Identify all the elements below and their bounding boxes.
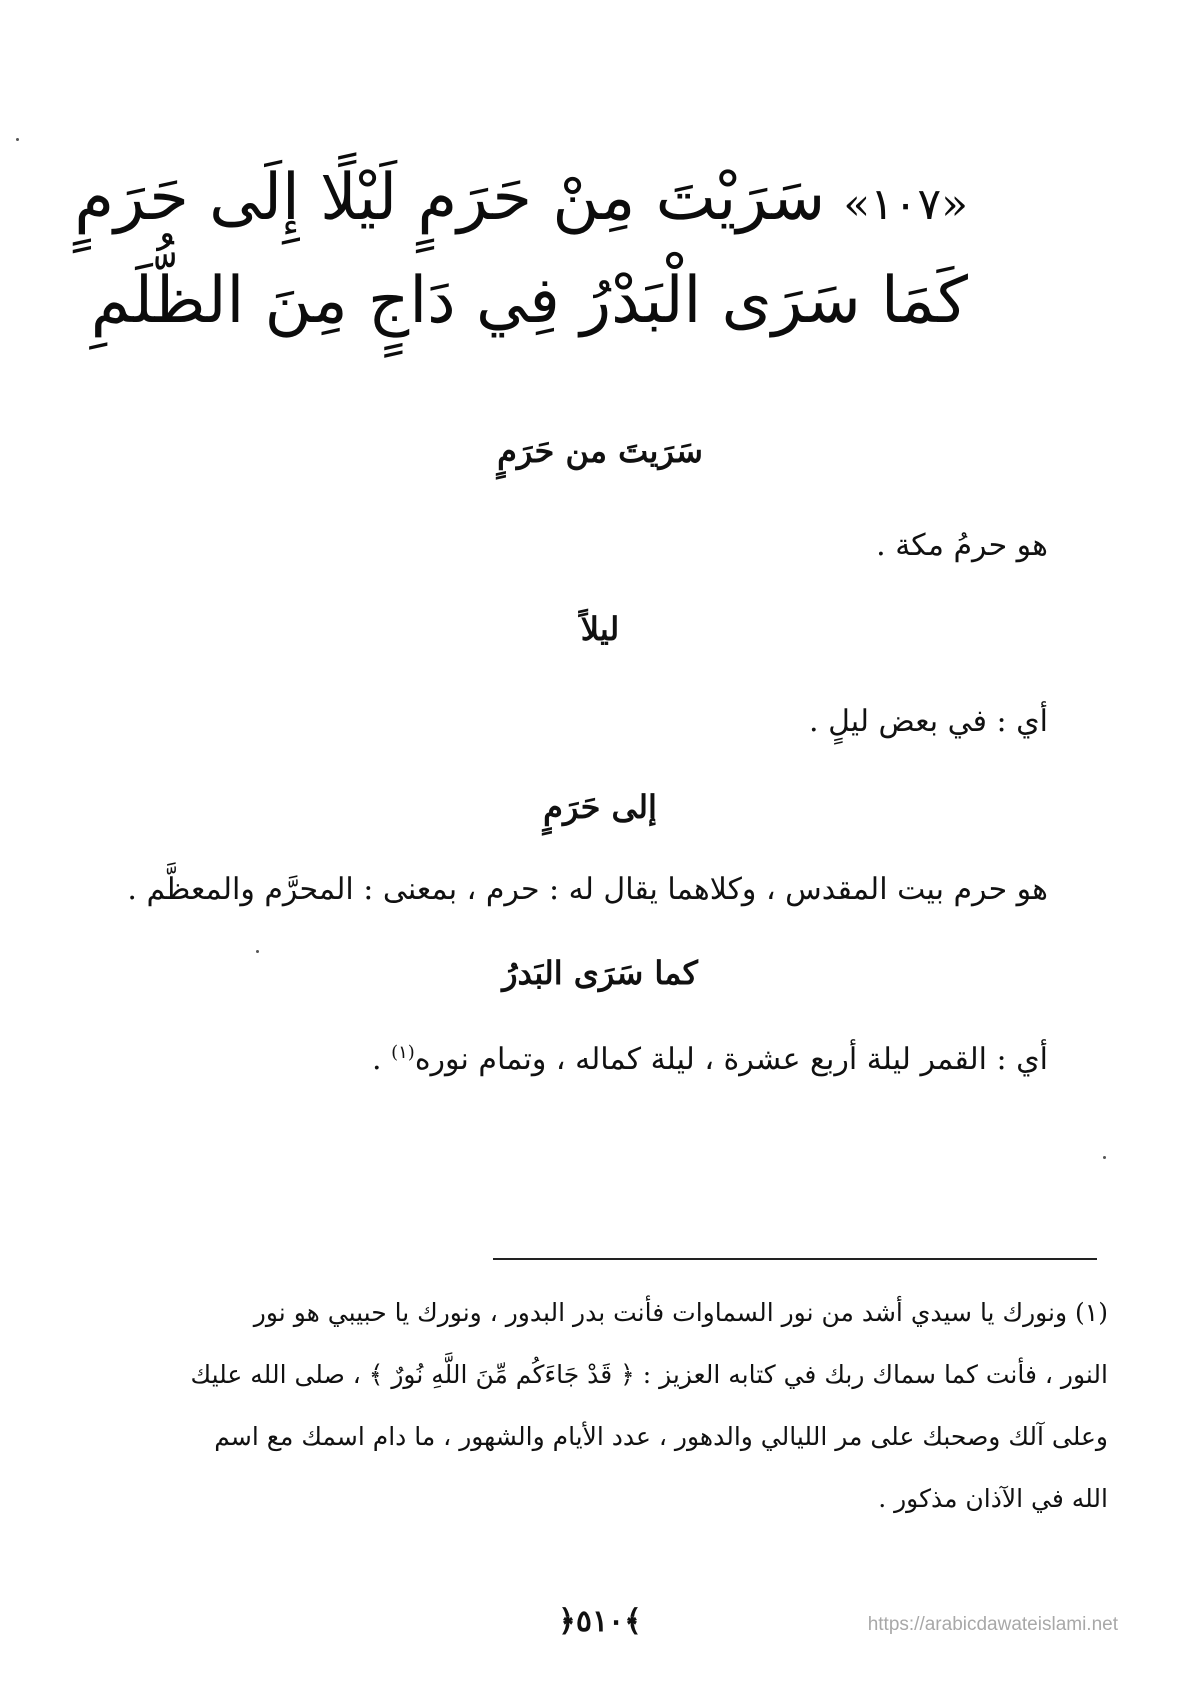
verse-number: «١٠٧» — [843, 179, 968, 230]
scan-speck — [1103, 1156, 1106, 1159]
section-heading: إلى حَرَمٍ — [543, 788, 657, 826]
section-heading: ليلاً — [580, 610, 620, 648]
verse-line-2: كَمَا سَرَى الْبَدْرُ فِي دَاجٍ مِنَ الظُّلَمِ — [90, 264, 968, 338]
footnote-line: وعلى آلك وصحبك على مر الليالي والدهور ، عدد الأيام والشهور ، ما دام اسمك مع اسم — [214, 1422, 1108, 1451]
verse-hemistich-1: سَرَيْتَ مِنْ حَرَمٍ لَيْلًا إِلَى حَرَمٍ — [74, 161, 826, 235]
footnote — [118, 1282, 1108, 1530]
scan-speck — [16, 138, 19, 141]
section-text: أي : في بعض ليلٍ . — [809, 704, 1048, 739]
section-text: أي : القمر ليلة أربع عشرة ، ليلة كماله ، وتمام نوره — [414, 1042, 1048, 1077]
verse-line-1 — [74, 148, 968, 255]
footnote-divider — [493, 1258, 1097, 1260]
watermark-url: https://arabicdawateislami.net — [867, 1614, 1118, 1635]
section-text: هو حرم بيت المقدس ، وكلاهما يقال له : حرم ، بمعنى : المحرَّم والمعظَّم . — [127, 872, 1048, 907]
section-heading: كما سَرَى البَدرُ — [502, 954, 698, 992]
page-number: ﴿٥١٠﴾ — [558, 1604, 642, 1639]
section-text-end: . — [372, 1042, 392, 1077]
section-text-with-footnote — [372, 1042, 1048, 1077]
scan-speck — [256, 950, 259, 953]
section-heading: سَرَيتَ من حَرَمٍ — [497, 432, 703, 470]
section-text: هو حرمُ مكة . — [876, 528, 1048, 563]
footnote-reference: (١) — [391, 1042, 415, 1063]
footnote-line: النور ، فأنت كما سماك ربك في كتابه العزيز : ﴿ قَدْ جَاءَكُم مِّنَ اللَّهِ نُورٌ ﴾ ، صلى الله عليك — [190, 1360, 1108, 1389]
footnote-line: (١) ونورك يا سيدي أشد من نور السماوات فأنت بدر البدور ، ونورك يا حبيبي هو نور — [253, 1298, 1108, 1327]
footnote-line: الله في الآذان مذكور . — [878, 1484, 1108, 1513]
